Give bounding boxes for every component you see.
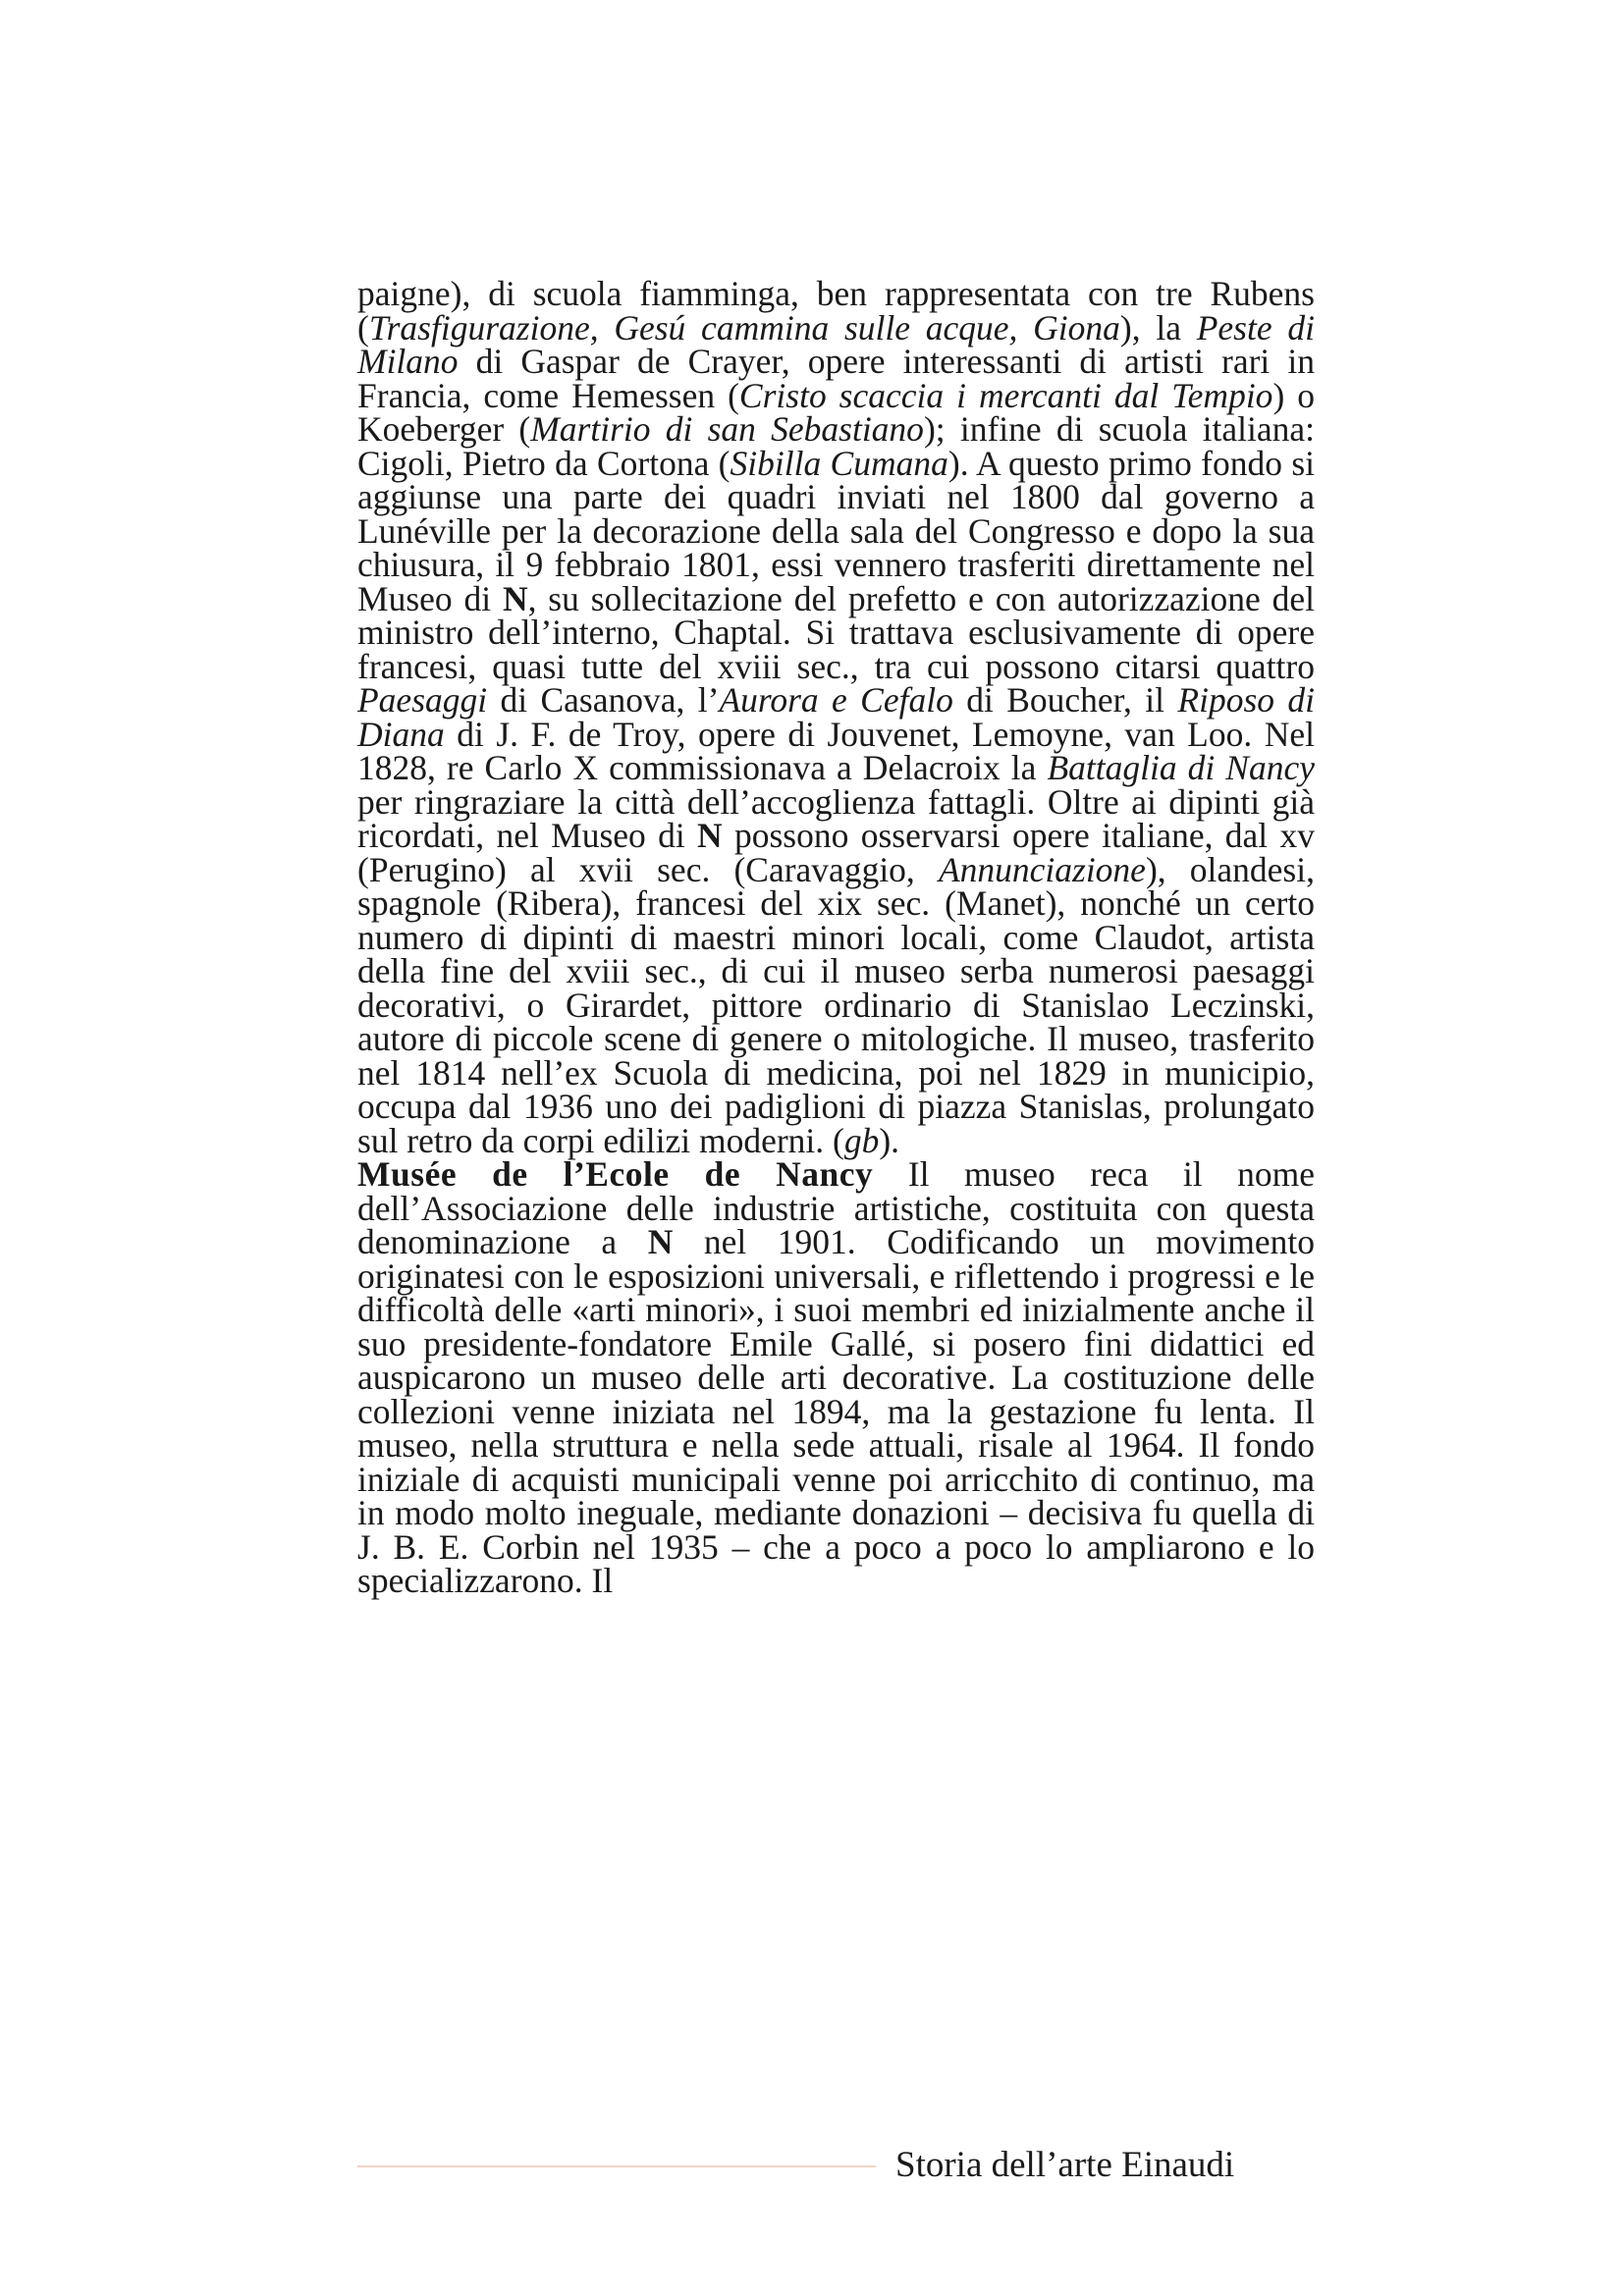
text-run: , su sollecitazione del prefetto e con autorizzazione del ministro dell’interno, Chaptal. Si trattava esclusivamente di opere francesi, quasi tutte del xviii sec., tra cui possono citarsi quattro [357,578,1315,686]
text-run: possono osservarsi opere italiane, dal xv (Perugino) al xvii sec. (Caravaggio, [357,816,1315,889]
footer-publisher: Storia dell’arte Einaudi [895,2145,1235,2185]
city-abbreviation: N [647,1222,674,1261]
author-initials: gb [843,1120,880,1160]
italic-title: Sibilla Cumana [730,443,948,483]
text-run: ) o Koeberger ( [357,375,1316,449]
italic-title: Peste di Milano [357,307,1315,381]
paragraph-musee-ecole-de-nancy [357,1154,1315,1600]
footer-rule [357,2165,876,2167]
text-run: di J. F. de Troy, opere di Jouvenet, Lemoyne, van Loo. Nel 1828, re Carlo X commissionava a Delacroix la [357,714,1315,787]
text-run: ), la [1119,307,1197,347]
italic-title: Battaglia di Nancy [1047,748,1315,787]
italic-title: Paesaggi [357,680,488,720]
text-run: paigne), di scuola fiamminga, ben rappresentata con tre Rubens ( [357,274,1315,347]
text-run: di Boucher, il [952,680,1178,720]
text-run: ). [879,1120,900,1160]
text-run: di Gaspar de Crayer, opere interessanti di artisti rari in Francia, come Hemessen ( [357,342,1315,415]
italic-title: Trasfigurazione, Gesú cammina sulle acque, Giona [368,307,1120,347]
italic-title: Annunciazione [938,849,1146,889]
text-run: di Casanova, l’ [487,680,720,720]
paragraph-museo-belle-arti [357,274,1316,1160]
text-run: ). A questo primo fondo si aggiunse una parte dei quadri inviati nel 1800 dal governo a Lunéville per la decorazione della sala del Congresso e dopo la sua chiusura, il 9 febbraio 1801, essi vennero trasferiti direttamente nel Museo di [357,443,1316,618]
text-run: Il museo reca il nome dell’Associazione delle industrie artistiche, costituita con questa denominazione a [357,1154,1315,1261]
text-run: per ringraziare la città dell’accoglienza fattagli. Oltre ai dipinti già ricordati, nel Museo di [357,781,1315,855]
text-run: ); infine di scuola italiana: Cigoli, Pietro da Cortona ( [357,409,1315,483]
entry-title: Musée de l’Ecole de Nancy [357,1154,874,1194]
text-run: nel 1901. Codificando un movimento originatesi con le esposizioni universali, e riflettendo i progressi e le difficoltà delle «arti minori», i suoi membri ed inizialmente anche il suo presidente-fondatore Emile Gallé, si posero fini didattici ed auspicarono un museo delle arti decorative. La costituzione delle collezioni venne iniziata nel 1894, ma la gestazione fu lenta. Il museo, nella struttura e nella sede attuali, risale al 1964. Il fondo iniziale di acquisti municipali venne poi arricchito di continuo, ma in modo molto ineguale, mediante donazioni – decisiva fu quella di J. B. E. Corbin nel 1935 – che a poco a poco lo ampliarono e lo specializzarono. Il [357,1222,1315,1600]
italic-title: Martirio di san Sebastiano [530,409,924,449]
italic-title: Aurora e Cefalo [719,680,953,720]
text-run: ), olandesi, spagnole (Ribera), francesi del xix sec. (Manet), nonché un certo numero di dipinti di maestri minori locali, come Claudot, artista della fine del xviii sec., di cui il museo serba numerosi paesaggi decorativi, o Girardet, pittore ordinario di Stanislao Leczinski, autore di piccole scene di genere o mitologiche. Il museo, trasferito nel 1814 nell’ex Scuola di medicina, poi nel 1829 in municipio, occupa dal 1936 uno dei padiglioni di piazza Stanislas, prolungato sul retro da corpi edilizi moderni. ( [357,849,1315,1160]
italic-title: Riposo di Diana [357,680,1316,754]
city-abbreviation: N [697,816,723,855]
body-text [357,274,1316,1600]
italic-title: Cristo scaccia i mercanti dal Tempio [738,375,1273,415]
city-abbreviation: N [502,578,528,618]
